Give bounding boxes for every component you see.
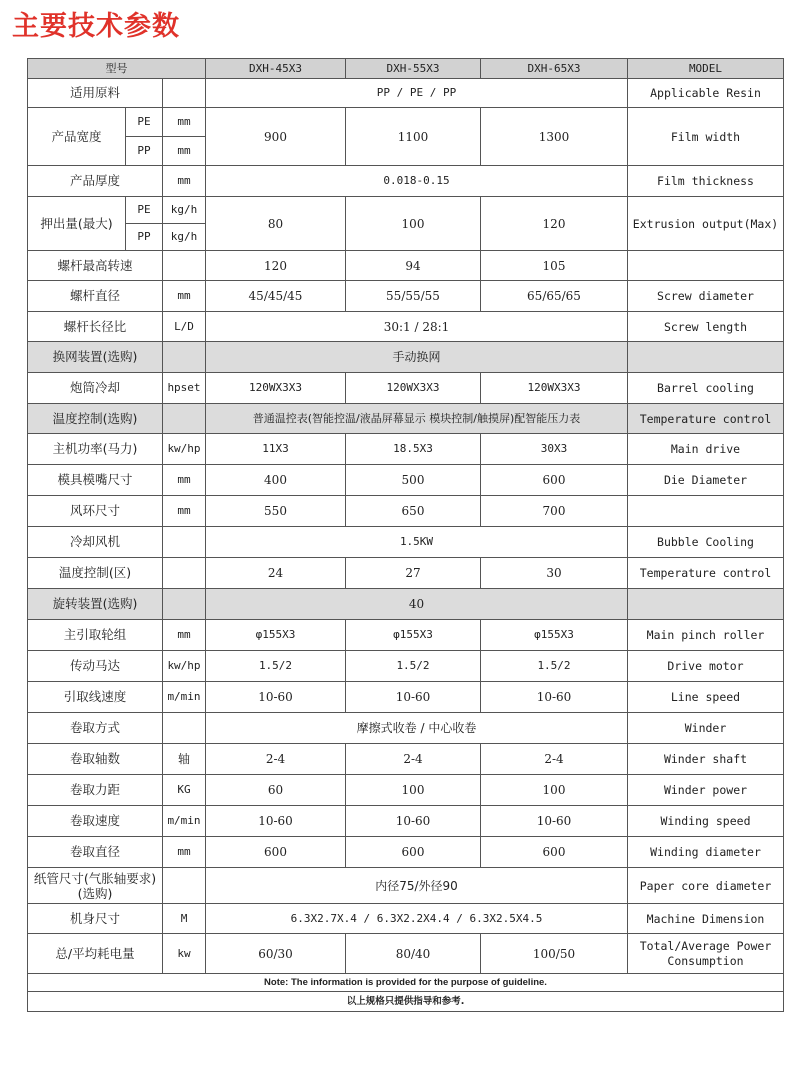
row-value: 18.5X3	[346, 434, 481, 465]
row-value: 24	[206, 558, 346, 589]
row-label: 炮筒冷却	[28, 373, 163, 404]
note-row	[28, 974, 784, 992]
row-unit: kg/h	[163, 224, 206, 251]
row-unit	[163, 404, 206, 434]
row-value: 120WX3X3	[346, 373, 481, 404]
row-en: Extrusion output(Max)	[628, 197, 784, 251]
row-en: Main pinch roller	[628, 620, 784, 651]
table-row	[28, 775, 784, 806]
row-value: 100	[481, 775, 628, 806]
row-value: φ155X3	[206, 620, 346, 651]
row-value: 65/65/65	[481, 281, 628, 312]
row-label: 纸管尺寸(气胀轴要求)(选购)	[28, 868, 163, 904]
row-unit	[163, 342, 206, 373]
row-unit: m/min	[163, 682, 206, 713]
row-value: 120WX3X3	[206, 373, 346, 404]
table-row	[28, 934, 784, 974]
row-en: Winding speed	[628, 806, 784, 837]
row-value: 普通温控表(智能控温/液晶屏幕显示 模块控制/触摸屏)配智能压力表	[206, 404, 628, 434]
row-label: 卷取力距	[28, 775, 163, 806]
row-sub: PE	[126, 197, 163, 224]
row-unit: 轴	[163, 744, 206, 775]
table-row	[28, 79, 784, 108]
row-value: 2-4	[346, 744, 481, 775]
table-row	[28, 197, 784, 224]
row-value: 600	[346, 837, 481, 868]
row-value: 120	[206, 251, 346, 281]
row-en: Total/Average Power Consumption	[628, 934, 784, 974]
row-unit: L/D	[163, 312, 206, 342]
row-value: 10-60	[481, 682, 628, 713]
row-sub: PP	[126, 224, 163, 251]
row-value: 11X3	[206, 434, 346, 465]
row-en	[628, 589, 784, 620]
row-value: 600	[481, 465, 628, 496]
note-en: Note: The information is provided for the purpose of guideline.	[28, 974, 784, 992]
table-row	[28, 904, 784, 934]
row-en: Machine Dimension	[628, 904, 784, 934]
row-label: 传动马达	[28, 651, 163, 682]
row-value: 120WX3X3	[481, 373, 628, 404]
row-value: 10-60	[206, 806, 346, 837]
row-value: 600	[481, 837, 628, 868]
row-value: 550	[206, 496, 346, 527]
row-value: 10-60	[346, 806, 481, 837]
row-value: 1300	[481, 108, 628, 166]
row-unit	[163, 558, 206, 589]
row-value: 手动换网	[206, 342, 628, 373]
row-value: 700	[481, 496, 628, 527]
row-unit: mm	[163, 496, 206, 527]
row-value: 600	[206, 837, 346, 868]
row-value: 1.5/2	[346, 651, 481, 682]
row-value: 60/30	[206, 934, 346, 974]
row-label: 换网装置(选购)	[28, 342, 163, 373]
row-en: Temperature control	[628, 558, 784, 589]
table-header-row	[28, 59, 784, 79]
row-en: Barrel cooling	[628, 373, 784, 404]
row-value: 0.018-0.15	[206, 166, 628, 197]
row-unit: mm	[163, 281, 206, 312]
row-value: 80/40	[346, 934, 481, 974]
row-en	[628, 496, 784, 527]
row-label: 押出量(最大)	[28, 197, 126, 251]
row-label: 总/平均耗电量	[28, 934, 163, 974]
row-value: φ155X3	[346, 620, 481, 651]
row-unit: kw	[163, 934, 206, 974]
row-value: 10-60	[206, 682, 346, 713]
row-en: Winder shaft	[628, 744, 784, 775]
row-value: 1.5/2	[206, 651, 346, 682]
row-label: 模具模嘴尺寸	[28, 465, 163, 496]
row-value: 27	[346, 558, 481, 589]
table-row	[28, 166, 784, 197]
row-unit	[163, 251, 206, 281]
row-unit: KG	[163, 775, 206, 806]
row-sub: PP	[126, 137, 163, 166]
row-value: 30X3	[481, 434, 628, 465]
row-label: 适用原料	[28, 79, 163, 108]
row-unit: mm	[163, 837, 206, 868]
row-unit: M	[163, 904, 206, 934]
row-en: Screw diameter	[628, 281, 784, 312]
row-value: φ155X3	[481, 620, 628, 651]
row-unit	[163, 868, 206, 904]
row-label: 卷取轴数	[28, 744, 163, 775]
note-cn: 以上规格只提供指导和参考.	[28, 992, 784, 1012]
row-value: 1100	[346, 108, 481, 166]
row-en: Screw length	[628, 312, 784, 342]
header-model-label: 型号	[28, 59, 206, 79]
row-unit	[163, 79, 206, 108]
row-unit: mm	[163, 108, 206, 137]
table-row	[28, 620, 784, 651]
row-value: 1.5/2	[481, 651, 628, 682]
row-value: 400	[206, 465, 346, 496]
table-row	[28, 527, 784, 558]
row-value: 55/55/55	[346, 281, 481, 312]
row-label: 机身尺寸	[28, 904, 163, 934]
row-label: 螺杆最高转速	[28, 251, 163, 281]
table-row	[28, 312, 784, 342]
row-label: 主机功率(马力)	[28, 434, 163, 465]
table-row	[28, 373, 784, 404]
row-value: 120	[481, 197, 628, 251]
table-row	[28, 744, 784, 775]
row-unit	[163, 527, 206, 558]
row-sub: PE	[126, 108, 163, 137]
row-value: 30	[481, 558, 628, 589]
note-row	[28, 992, 784, 1012]
row-en: Film width	[628, 108, 784, 166]
row-label: 螺杆直径	[28, 281, 163, 312]
row-label: 冷却风机	[28, 527, 163, 558]
table-row	[28, 682, 784, 713]
row-unit: kw/hp	[163, 434, 206, 465]
row-en: Main drive	[628, 434, 784, 465]
row-label: 螺杆长径比	[28, 312, 163, 342]
row-value: 内径75/外径90	[206, 868, 628, 904]
row-unit: mm	[163, 620, 206, 651]
row-en: Paper core diameter	[628, 868, 784, 904]
page-title: 主要技术参数	[12, 11, 180, 42]
row-en: Drive motor	[628, 651, 784, 682]
table-row	[28, 404, 784, 434]
row-en: Film thickness	[628, 166, 784, 197]
row-label: 卷取方式	[28, 713, 163, 744]
row-label: 引取线速度	[28, 682, 163, 713]
row-value: 500	[346, 465, 481, 496]
row-en: Winding diameter	[628, 837, 784, 868]
header-model-3: DXH-65X3	[481, 59, 628, 79]
row-en: Applicable Resin	[628, 79, 784, 108]
row-label: 旋转装置(选购)	[28, 589, 163, 620]
row-en	[628, 342, 784, 373]
row-unit: hpset	[163, 373, 206, 404]
spec-table	[27, 58, 784, 1012]
row-label: 温度控制(区)	[28, 558, 163, 589]
row-unit: mm	[163, 166, 206, 197]
header-model-1: DXH-45X3	[206, 59, 346, 79]
row-value: 30:1 / 28:1	[206, 312, 628, 342]
header-model-2: DXH-55X3	[346, 59, 481, 79]
row-unit	[163, 713, 206, 744]
row-value: 10-60	[346, 682, 481, 713]
row-value: 100/50	[481, 934, 628, 974]
row-en: Line speed	[628, 682, 784, 713]
table-row	[28, 558, 784, 589]
row-value: 10-60	[481, 806, 628, 837]
table-row	[28, 589, 784, 620]
row-label: 温度控制(选购)	[28, 404, 163, 434]
row-label: 卷取速度	[28, 806, 163, 837]
table-row	[28, 713, 784, 744]
row-value: 60	[206, 775, 346, 806]
row-unit: mm	[163, 465, 206, 496]
row-en: Temperature control	[628, 404, 784, 434]
row-value: 100	[346, 775, 481, 806]
row-value: 摩擦式收卷 / 中心收卷	[206, 713, 628, 744]
row-unit	[163, 589, 206, 620]
row-unit: m/min	[163, 806, 206, 837]
row-value: 2-4	[481, 744, 628, 775]
row-value: 80	[206, 197, 346, 251]
row-value: 900	[206, 108, 346, 166]
row-label: 风环尺寸	[28, 496, 163, 527]
row-unit: kg/h	[163, 197, 206, 224]
table-row	[28, 108, 784, 137]
row-value: 100	[346, 197, 481, 251]
row-value: 6.3X2.7X.4 / 6.3X2.2X4.4 / 6.3X2.5X4.5	[206, 904, 628, 934]
row-label: 产品宽度	[28, 108, 126, 166]
row-value: 1.5KW	[206, 527, 628, 558]
row-en: Winder power	[628, 775, 784, 806]
row-value: 94	[346, 251, 481, 281]
header-model-en: MODEL	[628, 59, 784, 79]
table-row	[28, 281, 784, 312]
table-row	[28, 434, 784, 465]
row-en: Bubble Cooling	[628, 527, 784, 558]
row-value: 45/45/45	[206, 281, 346, 312]
row-value: 40	[206, 589, 628, 620]
table-row	[28, 465, 784, 496]
row-label: 卷取直径	[28, 837, 163, 868]
table-row	[28, 651, 784, 682]
table-row	[28, 806, 784, 837]
row-value: 2-4	[206, 744, 346, 775]
row-value: 105	[481, 251, 628, 281]
table-row	[28, 342, 784, 373]
table-row	[28, 868, 784, 904]
table-row	[28, 251, 784, 281]
row-en: Die Diameter	[628, 465, 784, 496]
row-en: Winder	[628, 713, 784, 744]
table-row	[28, 837, 784, 868]
row-value: 650	[346, 496, 481, 527]
row-unit: mm	[163, 137, 206, 166]
row-value: PP / PE / PP	[206, 79, 628, 108]
row-unit: kw/hp	[163, 651, 206, 682]
row-en	[628, 251, 784, 281]
table-row	[28, 496, 784, 527]
row-label: 主引取轮组	[28, 620, 163, 651]
row-label: 产品厚度	[28, 166, 163, 197]
